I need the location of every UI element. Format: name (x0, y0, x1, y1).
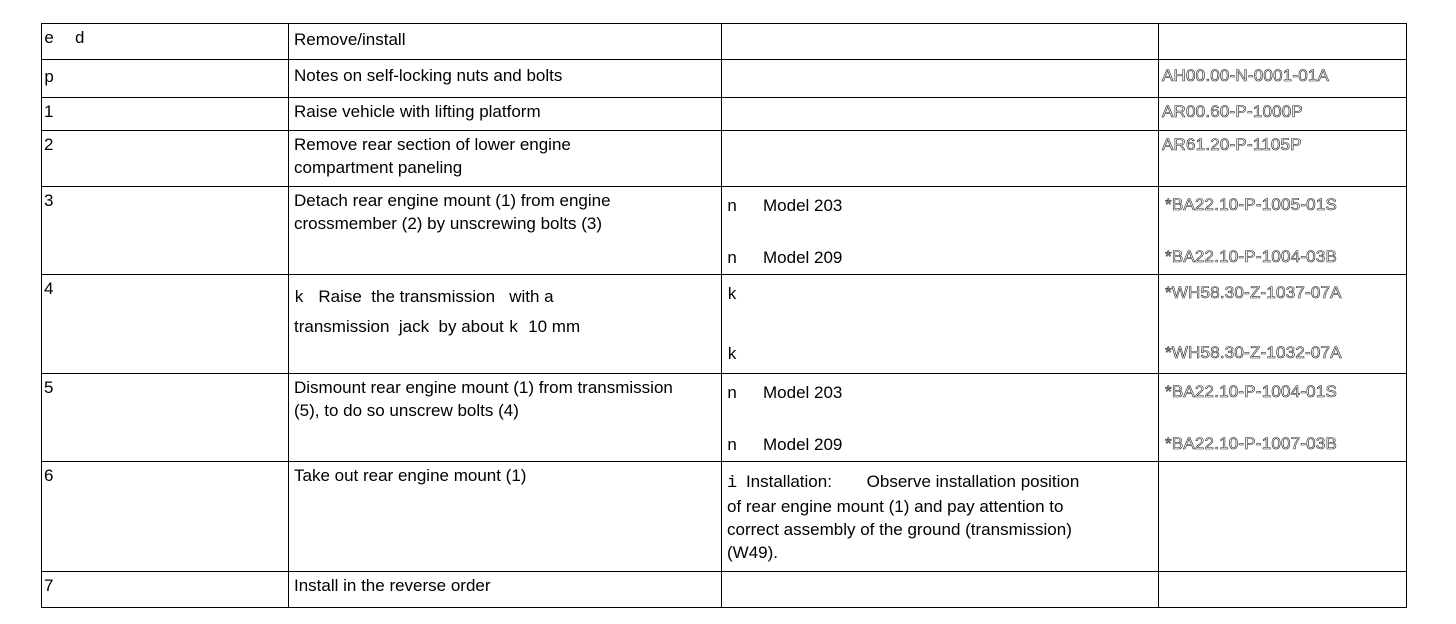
reference-link[interactable]: AR00.60-P-1000P (1162, 102, 1303, 121)
model-label: Model 209 (763, 435, 843, 454)
bullet-icon: n (727, 385, 738, 404)
step-text: Install in the reverse order (294, 576, 491, 595)
step-cell: 7 (44, 576, 54, 595)
table-row (42, 60, 1407, 98)
model-note (727, 194, 842, 219)
bullet-icon: n (727, 250, 738, 269)
reference-link[interactable]: *WH58.30-Z-1032-07A (1165, 343, 1342, 362)
reference-link[interactable]: *BA22.10-P-1007-03B (1165, 434, 1338, 453)
step-text: Detach rear engine mount (1) from engine crossmember (2) by unscrewing bolts (3) (294, 191, 611, 233)
model-note (727, 381, 842, 406)
tool-icon: k (727, 286, 738, 305)
info-icon: i (727, 474, 738, 493)
table-row (42, 374, 1407, 462)
step-cell: 1 (44, 102, 54, 121)
reference-link[interactable]: AH00.00-N-0001-01A (1162, 66, 1330, 85)
wrench-icon: k (294, 289, 305, 308)
table-row (42, 462, 1407, 572)
step-cell: e d (44, 30, 85, 49)
reference-link[interactable]: *BA22.10-P-1005-01S (1165, 195, 1338, 214)
model-label: Model 203 (763, 196, 843, 215)
bullet-icon: n (727, 437, 738, 456)
model-note (727, 433, 842, 458)
table-row (42, 572, 1407, 608)
installation-label: Installation: (745, 472, 832, 491)
reference-link[interactable]: *WH58.30-Z-1037-07A (1165, 283, 1342, 302)
model-label: Model 209 (763, 248, 843, 267)
step-cell: 4 (44, 279, 54, 298)
reference-link[interactable]: AR61.20-P-1105P (1162, 135, 1302, 154)
model-label: Model 203 (763, 383, 843, 402)
step-cell: 3 (44, 191, 54, 210)
step-text: k Raise the transmission with a transmission jack by about k 10 mm (294, 287, 581, 338)
step-cell: 6 (44, 466, 54, 485)
procedure-table (41, 23, 1407, 608)
table-row (42, 187, 1407, 275)
table-row (42, 98, 1407, 131)
table-row (42, 131, 1407, 187)
step-text: Take out rear engine mount (1) (294, 466, 527, 485)
tool-icon: k (727, 346, 738, 365)
step-text: Remove/install (294, 30, 406, 49)
step-text: Notes on self-locking nuts and bolts (294, 66, 563, 85)
step-text: Remove rear section of lower engine compartment paneling (294, 135, 571, 177)
step-text: Raise vehicle with lifting platform (294, 102, 541, 121)
step-cell: 5 (44, 378, 54, 397)
reference-link[interactable]: *BA22.10-P-1004-03B (1165, 247, 1338, 266)
reference-link[interactable]: *BA22.10-P-1004-01S (1165, 382, 1338, 401)
table-row (42, 275, 1407, 374)
step-cell: 2 (44, 135, 54, 154)
model-note (727, 246, 842, 271)
installation-note: i Installation: Observe installation position of rear engine mount (1) and pay attention to correct assembly of the ground (transmission) (W49). (727, 472, 1080, 562)
table-row (42, 24, 1407, 60)
step-text: Dismount rear engine mount (1) from transmission (5), to do so unscrew bolts (4) (294, 378, 673, 420)
wrench-icon: k (508, 319, 519, 338)
bullet-icon: n (727, 198, 738, 217)
step-cell: p (44, 69, 55, 88)
